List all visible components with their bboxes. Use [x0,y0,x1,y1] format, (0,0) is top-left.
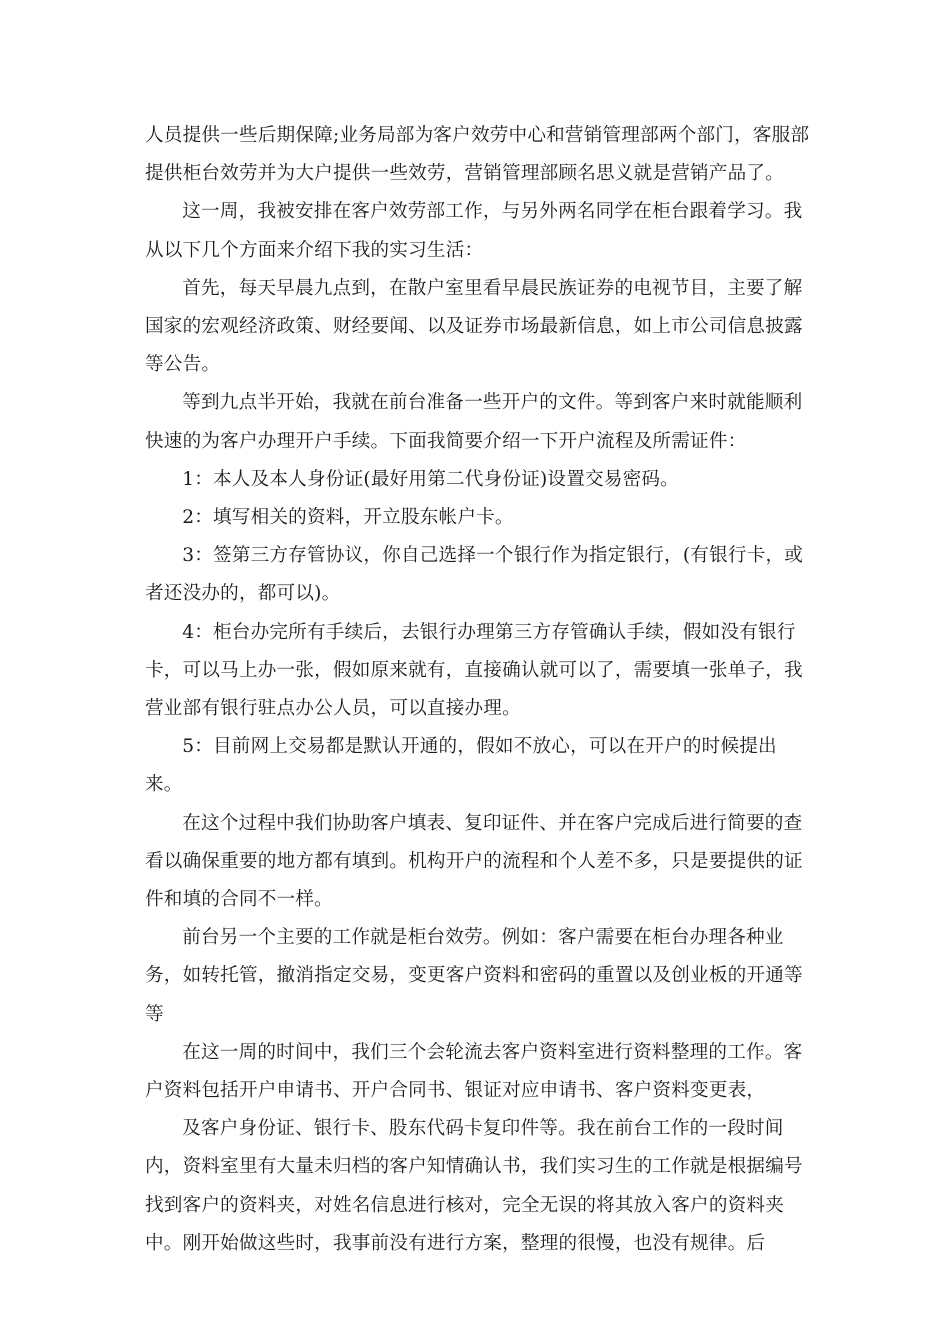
paragraph-2: 这一周，我被安排在客户效劳部工作，与另外两名同学在柜台跟着学习。我从以下几个方面来介绍下我的实习生活： [145,201,803,261]
paragraph-1: 人员提供一些后期保障;业务局部为客户效劳中心和营销管理部两个部门，客服部提供柜台效劳并为大户提供一些效劳，营销管理部顾名思义就是营销产品了。 [145,125,810,185]
paragraph-12: 在这一周的时间中，我们三个会轮流去客户资料室进行资料整理的工作。客户资料包括开户申请书、开户合同书、银证对应申请书、客户资料变更表， [145,1041,803,1102]
paragraph-step-3: 3：签第三方存管协议，你自己选择一个银行作为指定银行，(有银行卡，或者还没办的，都可以)。 [145,545,804,605]
paragraph-3: 首先，每天早晨九点到，在散户室里看早晨民族证券的电视节目，主要了解国家的宏观经济政策、财经要闻、以及证券市场最新信息，如上市公司信息披露等公告。 [145,277,803,376]
paragraph-step-1: 1：本人及本人身份证(最好用第二代身份证)设置交易密码。 [182,468,679,490]
paragraph-step-4: 4：柜台办完所有手续后，去银行办理第三方存管确认手续，假如没有银行卡，可以马上办一张，假如原来就有，直接确认就可以了，需要填一张单子，我营业部有银行驻点办公人员，可以直接办理。 [145,621,803,720]
paragraph-11: 前台另一个主要的工作就是柜台效劳。例如：客户需要在柜台办理各种业务，如转托管，撤消指定交易，变更客户资料和密码的重置以及创业板的开通等等 [145,927,803,1025]
paragraph-4: 等到九点半开始，我就在前台准备一些开户的文件。等到客户来时就能顺利快速的为客户办理开户手续。下面我简要介绍一下开户流程及所需证件： [145,392,803,452]
document-body [145,117,810,1263]
paragraph-10: 在这个过程中我们协助客户填表、复印证件、并在客户完成后进行简要的查看以确保重要的地方都有填到。机构开户的流程和个人差不多，只是要提供的证件和填的合同不一样。 [145,812,803,911]
paragraph-step-2: 2：填写相关的资料，开立股东帐户卡。 [182,507,514,529]
paragraph-13: 及客户身份证、银行卡、股东代码卡复印件等。我在前台工作的一段时间内，资料室里有大量未归档的客户知情确认书，我们实习生的工作就是根据编号找到客户的资料夹，对姓名信息进行核对，完全无误的将其放入客户的资料夹中。刚开始做这些时，我事前没有进行方案，整理的很慢，也没有规律。后 [145,1118,803,1254]
paragraph-step-5: 5：目前网上交易都是默认开通的，假如不放心，可以在开户的时候提出来。 [145,736,777,796]
